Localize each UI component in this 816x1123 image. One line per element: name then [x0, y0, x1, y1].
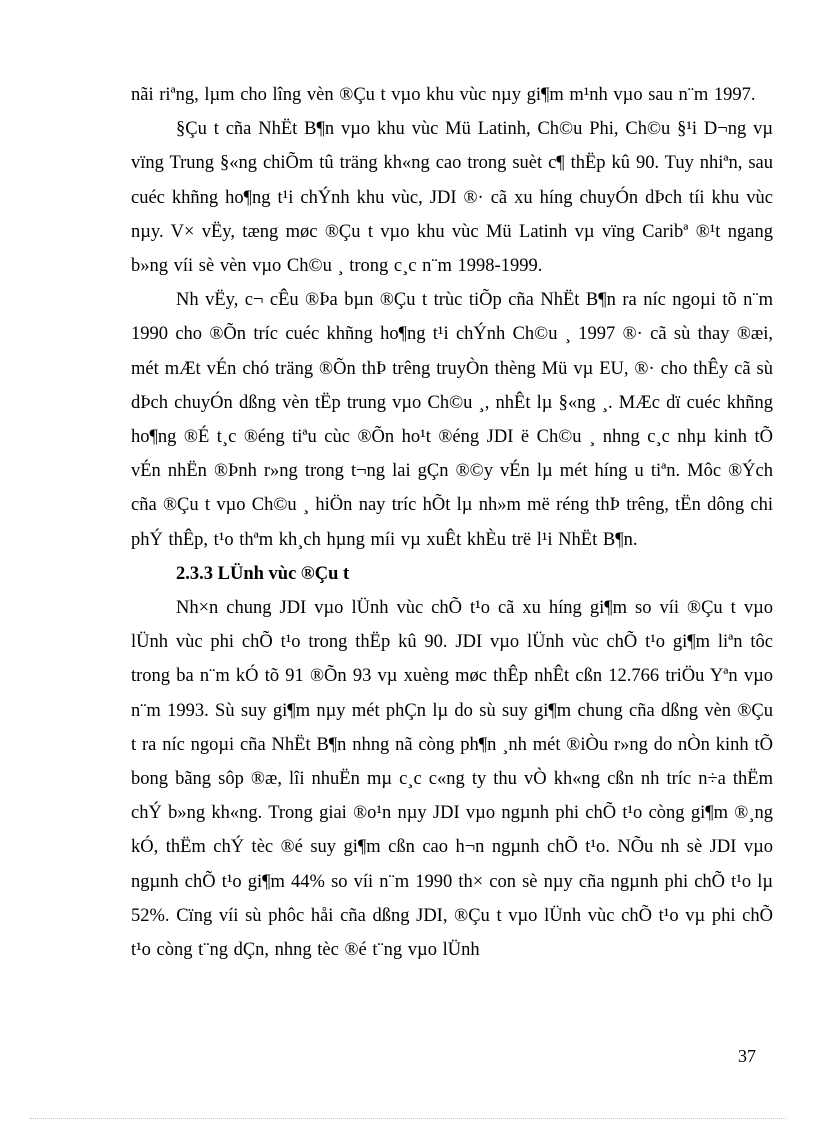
footer-divider: [30, 1118, 786, 1119]
paragraph-investment-sectors: Nh×n chung JDI vµo lÜnh vùc chÕ t¹o cã xu híng gi¶m so víi ®Çu t vµo lÜnh vùc phi chÕ t¹o trong thËp kû 90. JDI vµo lÜnh vùc chÕ t¹o gi¶m liªn tôc trong ba n¨m kÓ tõ 91 ®Õn 93 vµ xuèng møc thÊp nhÊt cßn 12.766 triÖu Yªn vµo n¨m 1993. Sù suy gi¶m nµy mét phÇn lµ do sù suy gi¶m chung cña dßng vèn ®Çu t ra níc ngoµi cña NhËt B¶n nhng nã còng ph¶n ¸nh mét ®iÒu r»ng do nÒn kinh tÕ bong bãng sôp ®æ, lîi nhuËn mµ c¸c c«ng ty thu vÒ kh«ng cßn nh tríc n÷a thËm chÝ b»ng kh«ng. Trong giai ®o¹n nµy JDI vµo ngµnh phi chÕ t¹o còng gi¶m ®¸ng kÓ, thËm chÝ tèc ®é suy gi¶m cßn cao h¬n ngµnh chÕ t¹o. NÕu nh sè JDI vµo ngµnh chÕ t¹o gi¶m 44% so víi n¨m 1990 th× con sè nµy cña ngµnh phi chÕ t¹o lµ 52%. Cïng víi sù phôc håi cña dßng JDI, ®Çu t vµo lÜnh vùc chÕ t¹o vµ phi chÕ t¹o còng t¨ng dÇn, nhng tèc ®é t¨ng vµo lÜnh: [131, 598, 773, 961]
page-body: [131, 78, 773, 967]
paragraph-structure-summary: Nh vËy, c¬ cÊu ®Þa bµn ®Çu t trùc tiÕp cña NhËt B¶n ra níc ngoµi tõ n¨m 1990 cho ®Õn tríc cuéc khñng ho¶ng t¹i chÝnh Ch©u ¸ 1997 ®· cã sù thay ®æi, mét mÆt vÉn chó träng ®Õn thÞ trêng truyÒn thèng Mü vµ EU, ®· cho thÊy cã sù dÞch chuyÓn dßng vèn tËp trung vµo Ch©u ¸, nhÊt lµ §«ng ¸. MÆc dï cuéc khñng ho¶ng ®É t¸c ®éng tiªu cùc ®Õn ho¹t ®éng JDI ë Ch©u ¸ nhng c¸c nhµ kinh tÕ vÉn nhËn ®Þnh r»ng trong t¬ng lai gÇn ®©y vÉn lµ mét híng u tiªn. Môc ®Ých cña ®Çu t vµo Ch©u ¸ hiÖn nay tríc hÕt lµ nh»m më réng thÞ trêng, tËn dông chi phÝ thÊp, t¹o thªm kh¸ch hµng míi vµ xuÊt khÈu trë l¹i NhËt B¶n.: [131, 290, 773, 550]
paragraph-investment-regions: §Çu t cña NhËt B¶n vµo khu vùc Mü Latinh, Ch©u Phi, Ch©u §¹i D¬ng vµ vïng Trung §«ng chiÕm tû träng kh«ng cao trong suèt c¶ thËp kû 90. Tuy nhiªn, sau cuéc khñng ho¶ng t¹i chÝnh khu vùc, JDI ®· cã xu híng chuyÓn dÞch tíi khu vùc nµy. V× vËy, tæng møc ®Çu t vµo khu vùc Mü Latinh vµ vïng Caribª ®¹t ngang b»ng víi sè vèn vµo Ch©u ¸ trong c¸c n¨m 1998-1999.: [131, 119, 773, 277]
section-heading: 2.3.3 LÜnh vùc ®Çu t: [176, 563, 350, 584]
paragraph-continued: nãi riªng, lµm cho lîng vèn ®Çu t vµo khu vùc nµy gi¶m m¹nh vµo sau n¨m 1997.: [131, 85, 756, 105]
page-number: 37: [738, 1046, 756, 1066]
